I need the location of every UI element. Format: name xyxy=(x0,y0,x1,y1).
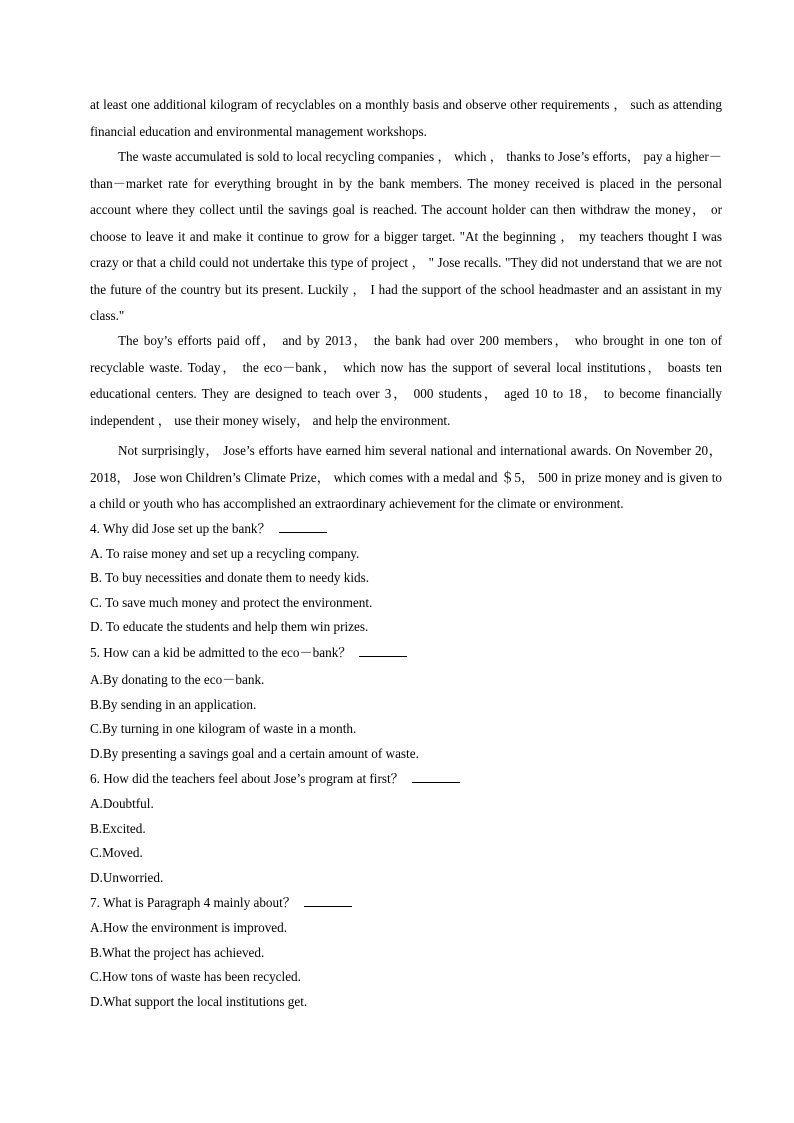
option-b: B. To buy necessities and donate them to needy kids. xyxy=(90,570,370,585)
option-a: A.Doubtful. xyxy=(90,796,154,811)
option-c: C.Moved. xyxy=(90,845,143,860)
question-6 xyxy=(90,769,722,789)
option-b: B.By sending in an application. xyxy=(90,697,257,712)
option-b: B.What the project has achieved. xyxy=(90,945,265,960)
question-4 xyxy=(90,519,722,539)
question-stem: 7. What is Paragraph 4 mainly about？ xyxy=(90,895,296,910)
answer-blank xyxy=(412,770,460,783)
passage-paragraph-4: Not surprisingly， Jose’s efforts have earned him several national and international awards. On November 20， 2018， Jose won Children’s Climate Prize， which comes with a medal and ＄5， 500 in prize money and is given to a child or youth who has accomplished an extraordinary achievement for the climate or environment. xyxy=(90,443,722,511)
option-c: C. To save much money and protect the environment. xyxy=(90,595,373,610)
option-a: A.How the environment is improved. xyxy=(90,920,288,935)
option-d: D. To educate the students and help them win prizes. xyxy=(90,619,369,634)
option-c: C.How tons of waste has been recycled. xyxy=(90,969,301,984)
option-a: A. To raise money and set up a recycling company. xyxy=(90,546,360,561)
passage-paragraph-2: The waste accumulated is sold to local recycling companies ， which ， thanks to Jose’s efforts， pay a higher－than－market rate for everything brought in by the bank members. The money received is placed in the personal account where they collect until the savings goal is reached. The account holder can then withdraw the money， or choose to leave it and make it continue to grow for a bigger target. "At the beginning ， my teachers thought I was crazy or that a child could not undertake this type of project ， " Jose recalls. "They did not understand that we are not the future of the country but its present. Luckily ， I had the support of the school headmaster and an assistant in my class." xyxy=(90,149,722,323)
question-stem: 5. How can a kid be admitted to the eco－bank？ xyxy=(90,645,352,660)
question-7 xyxy=(90,893,722,913)
question-stem: 6. How did the teachers feel about Jose’s program at first？ xyxy=(90,771,404,786)
option-b: B.Excited. xyxy=(90,821,146,836)
question-stem: 4. Why did Jose set up the bank？ xyxy=(90,521,271,536)
option-d: D.By presenting a savings goal and a certain amount of waste. xyxy=(90,746,419,761)
answer-blank xyxy=(279,520,327,533)
answer-blank xyxy=(304,894,352,907)
option-d: D.Unworried. xyxy=(90,870,164,885)
answer-blank xyxy=(359,644,407,657)
option-c: C.By turning in one kilogram of waste in a month. xyxy=(90,721,357,736)
option-a: A.By donating to the eco－bank. xyxy=(90,672,265,687)
passage-paragraph-3: The boy’s efforts paid off， and by 2013， the bank had over 200 members， who brought in one ton of recyclable waste. Today， the eco－bank， which now has the support of several local institutions， boasts ten educational centers. They are designed to teach over 3， 000 students， aged 10 to 18， to become financially independent ， use their money wisely， and help the environment. xyxy=(90,333,722,428)
option-d: D.What support the local institutions get. xyxy=(90,994,308,1009)
question-5 xyxy=(90,643,722,663)
passage-paragraph-1-continued: at least one additional kilogram of recyclables on a monthly basis and observe other requirements ， such as attending financial education and environmental management workshops. xyxy=(90,97,722,139)
